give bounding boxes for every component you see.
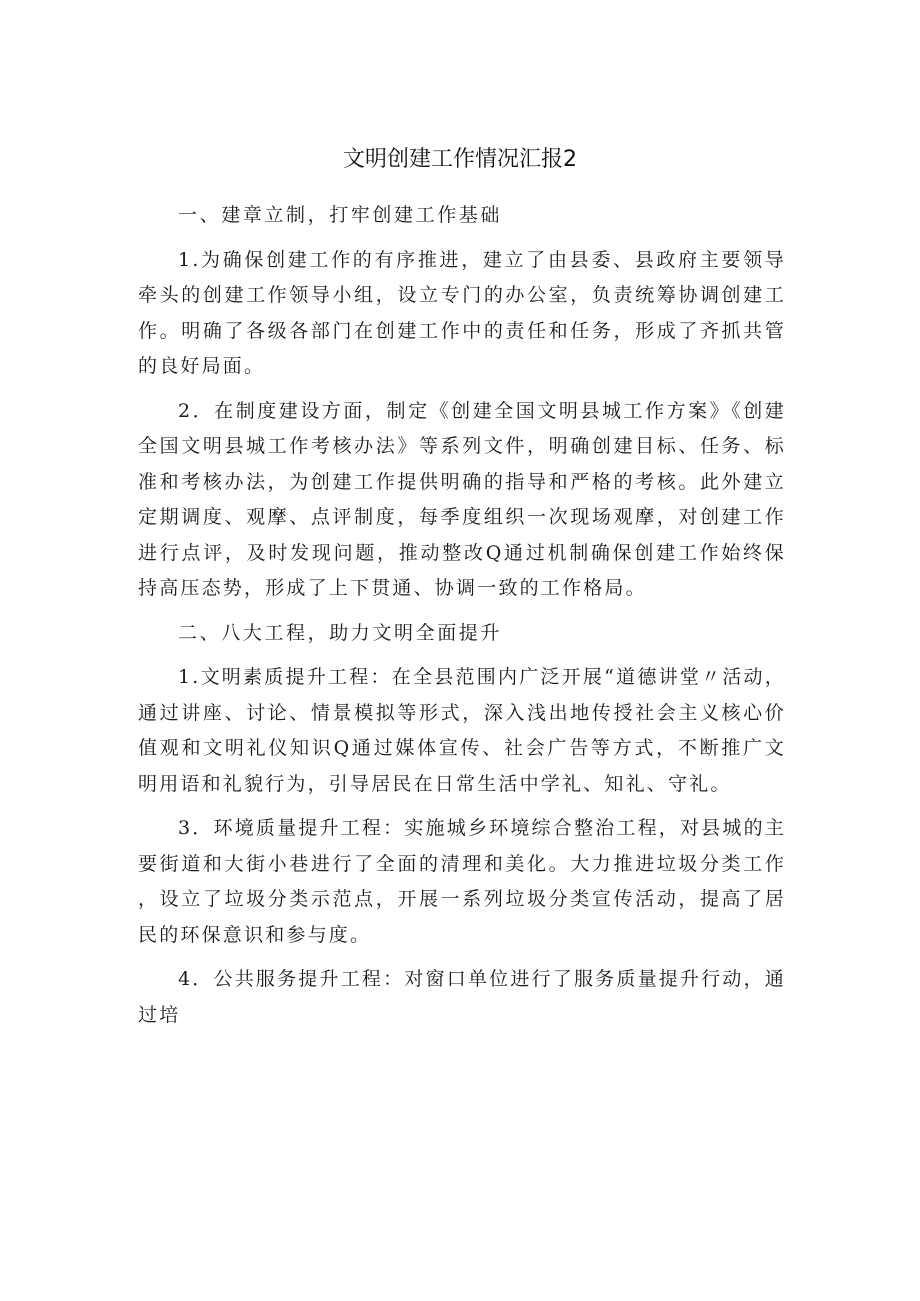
paragraph-2: 2．在制度建设方面，制定《创建全国文明县城工作方案》《创建全国文明县城工作考核办法》等系列文件，明确创建目标、任务、标准和考核办法，为创建工作提供明确的指导和严格的考核。此外建立定期调度、观摩、点评制度，每季度组织一次现场观摩，对创建工作进行点评，及时发现问题，推动整改Q通过机制确保创建工作始终保持高压态势，形成了上下贯通、协调一致的工作格局。 bbox=[138, 399, 786, 599]
paragraph-4: 3．环境质量提升工程：实施城乡环境综合整治工程，对县城的主要街道和大街小巷进行了全面的清理和美化。大力推进垃圾分类工作，设立了垃圾分类示范点，开展一系列垃圾分类宣传活动，提高了居民的环保意识和参与度。 bbox=[138, 817, 786, 946]
paragraph-5: 4．公共服务提升工程：对窗口单位进行了服务质量提升行动，通过培 bbox=[138, 968, 786, 1026]
paragraph-3: 1.文明素质提升工程：在全县范围内广泛开展“道德讲堂〃活动，通过讲座、讨论、情景模拟等形式，深入浅出地传授社会主义核心价值观和文明礼仪知识Q通过媒体宣传、社会广告等方式，不断推广文明用语和礼貌行为，引导居民在日常生活中学礼、知礼、守礼。 bbox=[138, 666, 786, 795]
paragraph-1: 1.为确保创建工作的有序推进，建立了由县委、县政府主要领导牵头的创建工作领导小组，设立专门的办公室，负责统筹协调创建工作。明确了各级各部门在创建工作中的责任和任务，形成了齐抓共管的良好局面。 bbox=[138, 248, 786, 377]
document-title: 文明创建工作情况汇报2 bbox=[343, 147, 577, 172]
document-body bbox=[138, 198, 786, 1033]
section-heading-2: 二、八大工程，助力文明全面提升 bbox=[178, 621, 503, 644]
section-heading-1: 一、建章立制，打牢创建工作基础 bbox=[178, 204, 503, 226]
